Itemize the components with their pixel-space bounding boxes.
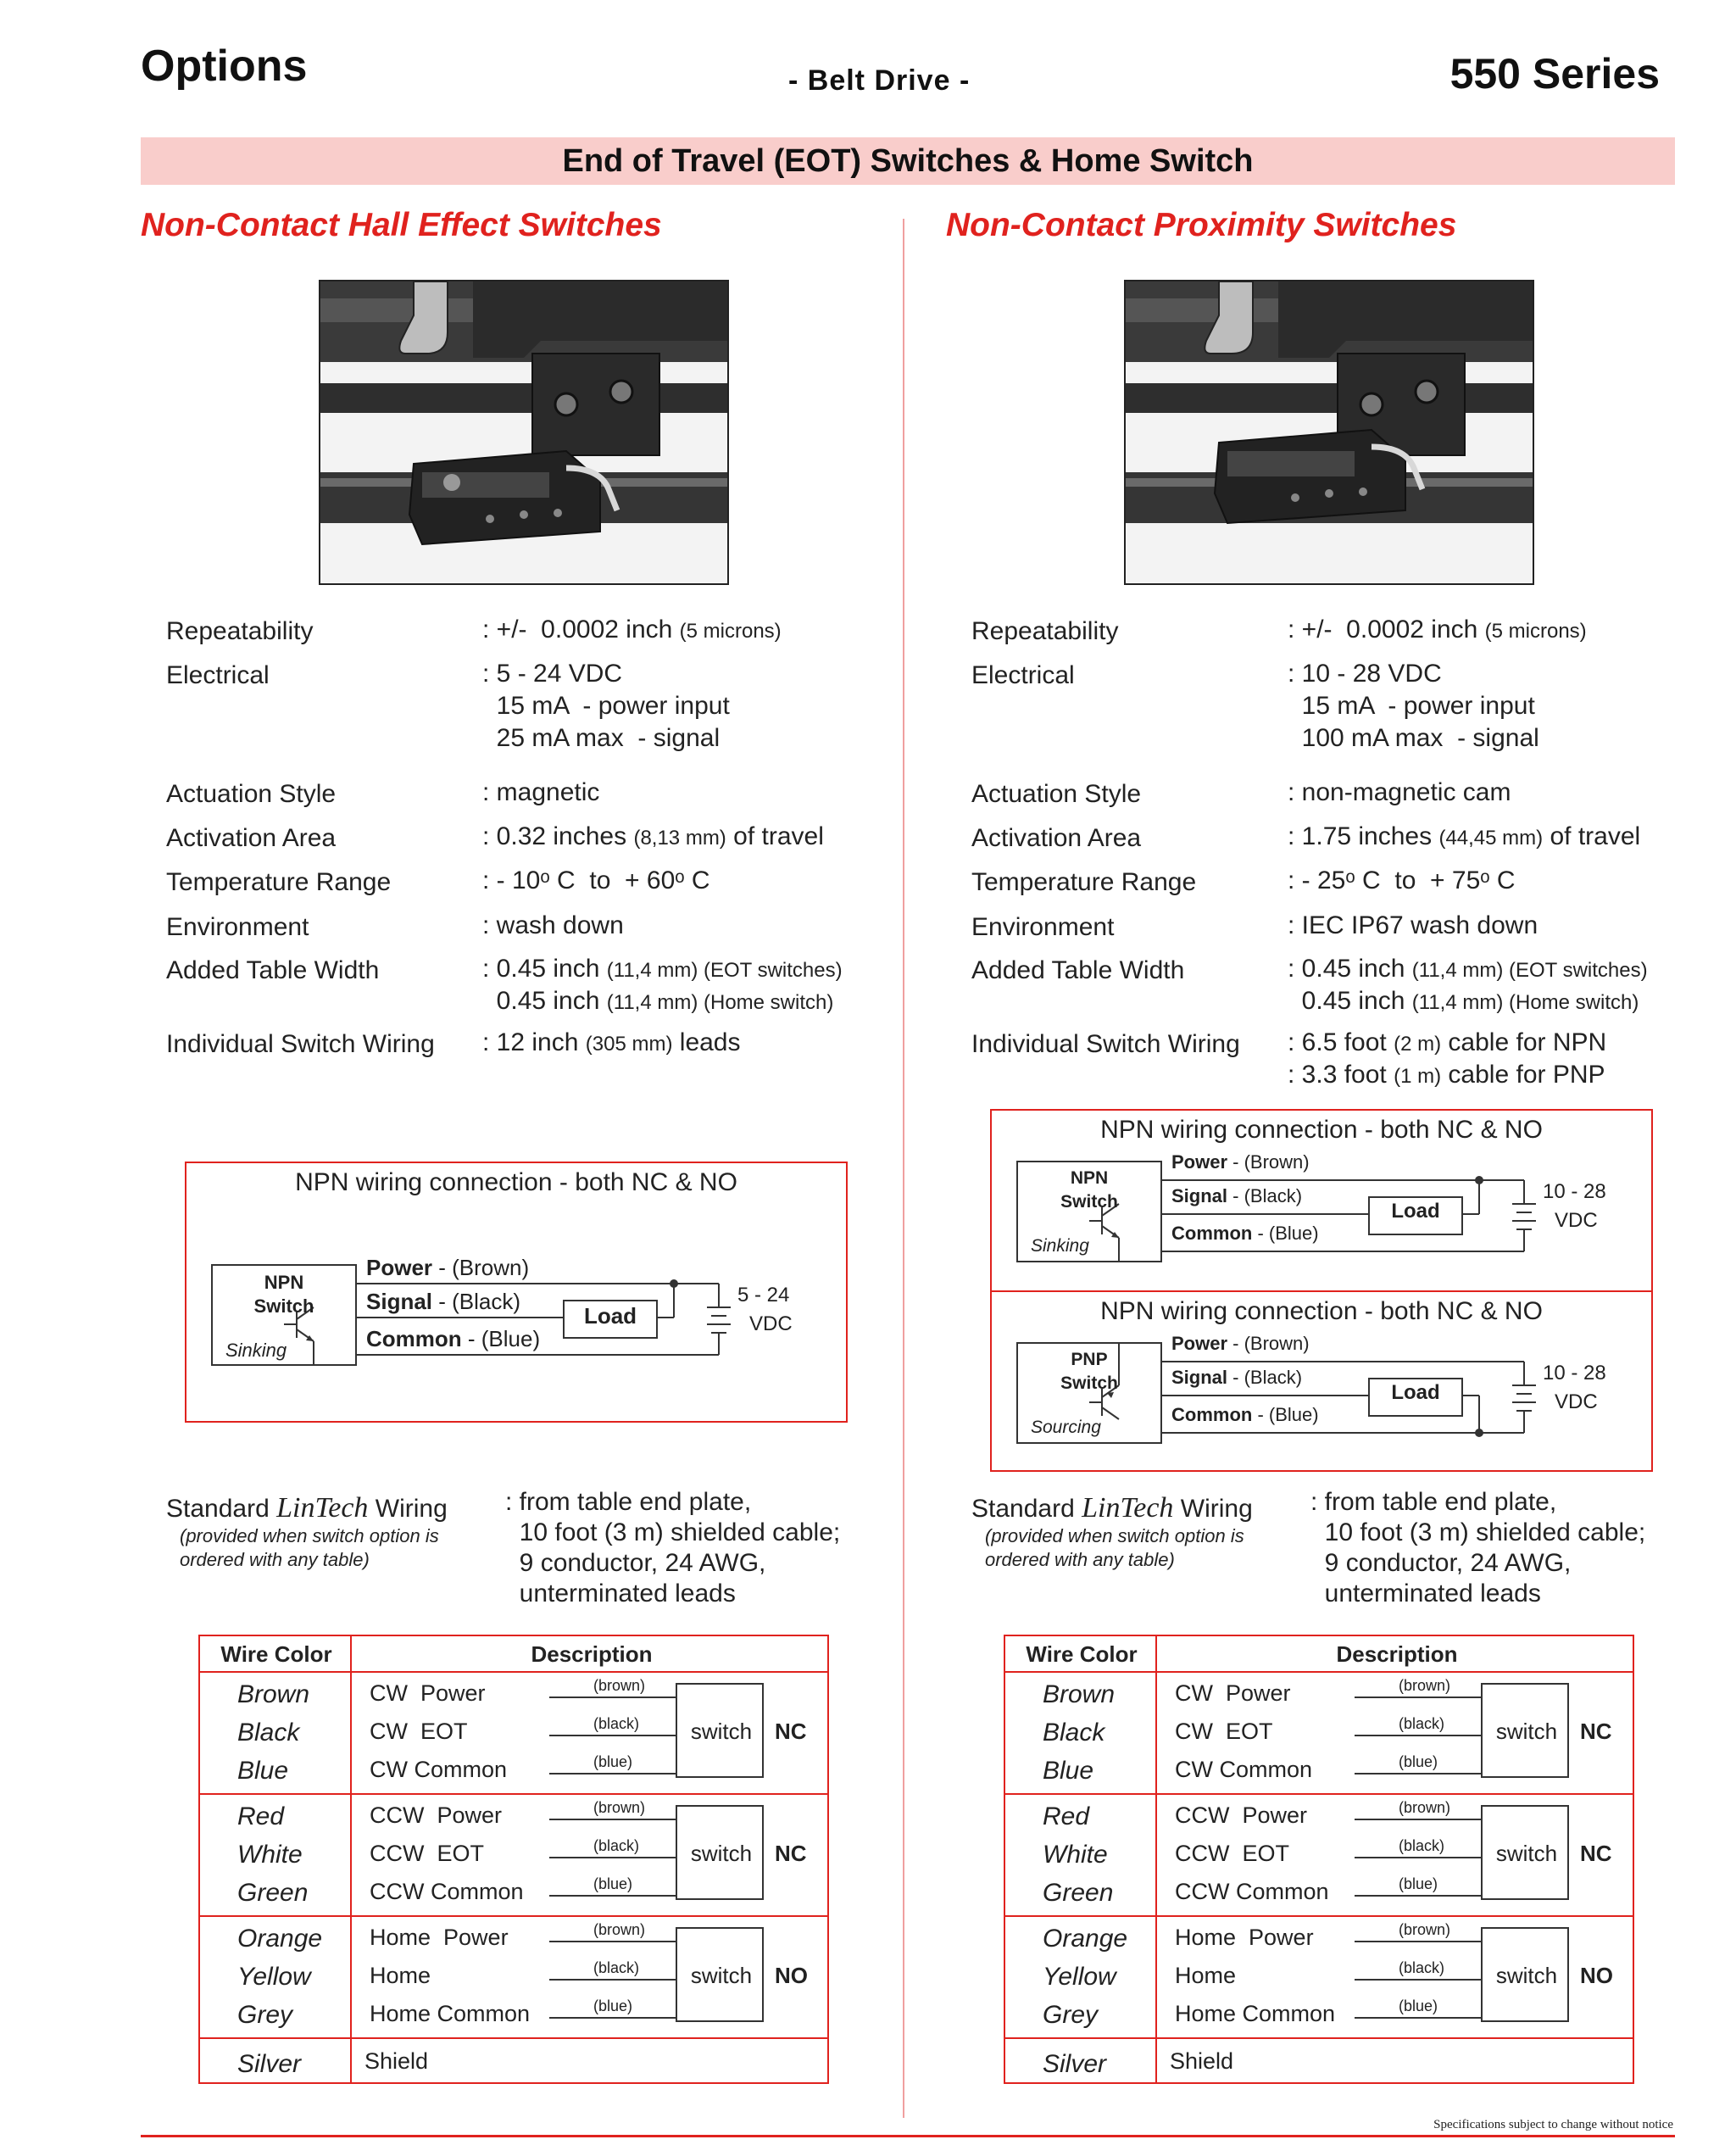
switch-state: NC: [1580, 1841, 1612, 1866]
wire-description: CW Power: [1175, 1680, 1291, 1706]
spec-value-metric: (305 mm): [585, 1033, 673, 1056]
spec-label: Environment: [971, 913, 1115, 941]
load-label: Load: [1391, 1381, 1440, 1404]
switch-label: switch: [690, 1841, 753, 1866]
standard-wiring-value: 9 conductor, 24 AWG,: [505, 1549, 766, 1577]
wire-description: Home Common: [370, 2001, 531, 2026]
signal-wire-label-name: Signal: [1171, 1367, 1228, 1388]
wire-color-name: Black: [1043, 1719, 1105, 1747]
spec-label: Electrical: [166, 661, 270, 689]
wiring-title: NPN wiring connection - both NC & NO: [1100, 1297, 1543, 1325]
wiring-diagram: [992, 1111, 1651, 1290]
voltage-range: 10 - 28: [1543, 1180, 1606, 1203]
standard-wiring-title: [166, 1492, 448, 1524]
section-banner: End of Travel (EOT) Switches & Home Switch: [141, 137, 1675, 185]
wire-tag: (blue): [1399, 1997, 1438, 2014]
spec-value: [482, 777, 599, 811]
column-title: Non-Contact Proximity Switches: [946, 207, 1457, 243]
wire-color-name: White: [1043, 1841, 1108, 1869]
voltage-unit: VDC: [1555, 1390, 1598, 1413]
wire-description: CCW Power: [1175, 1802, 1308, 1828]
spec-value: [482, 658, 622, 692]
spec-value-metric: (2 m): [1394, 1033, 1442, 1056]
spec-value-main: : 1.75 inches: [1288, 822, 1439, 850]
switch-state: NC: [775, 1841, 807, 1866]
wire-color-name: Yellow: [1043, 1963, 1116, 1991]
spec-label: Environment: [166, 913, 309, 941]
table-header-wire-color: Wire Color: [220, 1641, 332, 1667]
spec-label: Added Table Width: [166, 956, 380, 984]
spec-label: Repeatability: [971, 617, 1119, 645]
wire-description: Home Common: [1175, 2001, 1336, 2026]
spec-value-metric: (8,13 mm): [633, 827, 726, 850]
spec-value: [1288, 658, 1442, 692]
common-wire-label-color: - (Blue): [1252, 1404, 1319, 1425]
switch-state: NC: [775, 1719, 807, 1744]
wire-color-table: [198, 1635, 829, 2084]
common-wire-label: [1171, 1404, 1319, 1426]
spec-value-metric: (11,4 mm) (EOT switches): [1411, 959, 1648, 982]
wire-description: CW Power: [370, 1680, 486, 1706]
spec-value: [482, 722, 720, 756]
spec-value: [1288, 821, 1640, 855]
spec-label: Temperature Range: [166, 868, 392, 896]
spec-value-main: : 10 - 28 VDC: [1288, 660, 1442, 688]
wire-color-name: Brown: [1043, 1680, 1116, 1708]
standard-wiring-value: 10 foot (3 m) shielded cable;: [505, 1518, 841, 1546]
spec-value: [482, 690, 730, 724]
wire-color-name: Brown: [237, 1680, 310, 1708]
wire-description: CCW Common: [1175, 1879, 1329, 1904]
switch-state: NC: [1580, 1719, 1612, 1744]
signal-wire-label: [1171, 1367, 1302, 1389]
spec-value-main: : wash down: [482, 911, 624, 939]
common-wire-label: [1171, 1223, 1319, 1245]
wire-color-name: Black: [237, 1719, 300, 1747]
spec-value-main: : IEC IP67 wash down: [1288, 911, 1538, 939]
wire-tag: (brown): [1399, 1799, 1451, 1816]
wiring-box: [185, 1162, 848, 1423]
spec-value-main: : 3.3 foot: [1288, 1061, 1394, 1089]
spec-label: Activation Area: [971, 824, 1142, 852]
spec-value-main: : - 25ᵒ C to + 75ᵒ C: [1288, 866, 1516, 894]
wiring-diagram: [186, 1163, 846, 1421]
spec-label: Individual Switch Wiring: [166, 1030, 435, 1058]
spec-value-main: 100 mA max - signal: [1288, 724, 1539, 752]
wire-tag: (black): [1399, 1959, 1445, 1976]
wire-description: CW EOT: [1175, 1719, 1273, 1744]
wire-tag: (brown): [1399, 1921, 1451, 1938]
spec-value: [1288, 985, 1639, 1019]
common-wire-label-color: - (Blue): [461, 1326, 541, 1351]
signal-wire-label-color: - (Black): [432, 1289, 521, 1314]
footer-rule: [141, 2135, 1675, 2137]
switch-mode-label: Sourcing: [1031, 1418, 1101, 1437]
wire-tag: (blue): [593, 1753, 633, 1770]
spec-value-suffix: leads: [672, 1028, 741, 1056]
wire-color-name: Orange: [1043, 1925, 1128, 1953]
spec-value-metric: (5 microns): [679, 620, 782, 643]
wire-tag: (blue): [593, 1875, 633, 1892]
standard-note: (provided when switch option is: [180, 1525, 439, 1546]
wire-description: Home Power: [1175, 1925, 1314, 1950]
spec-value-suffix: cable for PNP: [1441, 1061, 1605, 1089]
spec-value-main: : +/- 0.0002 inch: [482, 616, 680, 644]
wire-tag: (blue): [1399, 1753, 1438, 1770]
power-wire-label-color: - (Brown): [1227, 1151, 1310, 1173]
power-wire-label-name: Power: [1171, 1151, 1228, 1173]
spec-value: [482, 614, 782, 648]
spec-value: [482, 985, 833, 1019]
standard-text: Standard: [971, 1495, 1082, 1523]
switch-type-label: NPN: [264, 1272, 304, 1293]
spec-value-main: 0.45 inch: [1288, 987, 1412, 1015]
signal-wire-label-name: Signal: [1171, 1185, 1228, 1206]
spec-label: Actuation Style: [971, 780, 1142, 808]
spec-value-main: 25 mA max - signal: [482, 724, 721, 752]
spec-value-main: : 6.5 foot: [1288, 1028, 1394, 1056]
spec-value-main: 15 mA - power input: [482, 692, 730, 720]
switch-state: NO: [775, 1963, 808, 1988]
voltage-unit: VDC: [749, 1312, 793, 1335]
standard-wiring-title: [971, 1492, 1253, 1524]
spec-value-main: 15 mA - power input: [1288, 692, 1535, 720]
wire-tag: (black): [593, 1715, 640, 1732]
spec-value-metric: (11,4 mm) (EOT switches): [606, 959, 843, 982]
spec-value: [1288, 953, 1648, 987]
spec-value-main: 0.45 inch: [482, 987, 607, 1015]
spec-value-main: : - 10ᵒ C to + 60ᵒ C: [482, 866, 710, 894]
proximity-column: [946, 0, 1692, 2145]
spec-value: [1288, 1027, 1606, 1061]
page-subtitle: - Belt Drive -: [788, 64, 971, 97]
wire-color-name: Yellow: [237, 1963, 311, 1991]
voltage-unit: VDC: [1555, 1209, 1598, 1232]
wire-tag: (brown): [593, 1677, 646, 1694]
wire-tag: (brown): [593, 1799, 646, 1816]
spec-label: Repeatability: [166, 617, 314, 645]
spec-value: [482, 953, 843, 987]
spec-value: [1288, 690, 1535, 724]
standard-wiring-value: unterminated leads: [505, 1580, 736, 1607]
wire-description: CCW Common: [370, 1879, 524, 1904]
spec-value-metric: (5 microns): [1484, 620, 1587, 643]
spec-value-main: : 5 - 24 VDC: [482, 660, 623, 688]
spec-value: [1288, 614, 1587, 648]
power-wire-label-name: Power: [1171, 1333, 1228, 1354]
footer-note: Specifications subject to change without notice: [1433, 2118, 1673, 2131]
wire-description: Home: [370, 1963, 431, 1988]
wire-color-name: Red: [1043, 1802, 1090, 1830]
wire-color-name: Green: [1043, 1879, 1114, 1907]
wire-tag: (brown): [593, 1921, 646, 1938]
wire-tag: (blue): [1399, 1875, 1438, 1892]
wire-color-table: [1004, 1635, 1634, 2084]
switch-mode-label: Sinking: [1031, 1236, 1089, 1256]
switch-label: switch: [1495, 1719, 1558, 1744]
wiring-text: Wiring: [1173, 1495, 1253, 1523]
spec-value: [482, 910, 624, 944]
wiring-box: [990, 1109, 1653, 1472]
switch-label: switch: [690, 1719, 753, 1744]
wire-description: Home: [1175, 1963, 1237, 1988]
switch-label: Switch: [253, 1295, 314, 1317]
spec-value-main: : 12 inch: [482, 1028, 586, 1056]
wiring-title: NPN wiring connection - both NC & NO: [1100, 1116, 1543, 1144]
switch-photo: [319, 280, 729, 585]
wiring-title: NPN wiring connection - both NC & NO: [295, 1168, 737, 1196]
power-wire-label-color: - (Brown): [432, 1255, 530, 1280]
voltage-range: 5 - 24: [737, 1284, 790, 1306]
load-label: Load: [1391, 1200, 1440, 1223]
wire-color-name: Blue: [237, 1757, 289, 1785]
standard-note: ordered with any table): [180, 1549, 370, 1570]
common-wire-label-name: Common: [1171, 1404, 1253, 1425]
spec-value: [1288, 865, 1516, 899]
signal-wire-label: [1171, 1185, 1302, 1207]
wire-description: CCW EOT: [1175, 1841, 1289, 1866]
load-label: Load: [583, 1303, 637, 1329]
spec-value-metric: (11,4 mm) (Home switch): [1411, 991, 1639, 1014]
standard-wiring-value: unterminated leads: [1310, 1580, 1541, 1607]
spec-value: [1288, 910, 1538, 944]
wire-tag: (black): [1399, 1715, 1445, 1732]
switch-label: Switch: [1060, 1373, 1118, 1393]
wire-description: CCW EOT: [370, 1841, 484, 1866]
common-wire-label-name: Common: [366, 1326, 462, 1351]
spec-value-suffix: of travel: [1543, 822, 1641, 850]
switch-label: switch: [1495, 1963, 1558, 1988]
wire-description: CW Common: [1175, 1757, 1313, 1782]
signal-wire-label-name: Signal: [366, 1289, 433, 1314]
power-wire-label-name: Power: [366, 1255, 433, 1280]
wire-color-name: Green: [237, 1879, 309, 1907]
wire-description: CCW Power: [370, 1802, 503, 1828]
spec-label: Added Table Width: [971, 956, 1185, 984]
wire-color-name: White: [237, 1841, 303, 1869]
common-wire-label: [366, 1326, 540, 1352]
spec-value-main: : 0.32 inches: [482, 822, 634, 850]
wire-description: Home Power: [370, 1925, 509, 1950]
standard-wiring-value: : from table end plate,: [505, 1488, 752, 1516]
wiring-text: Wiring: [368, 1495, 448, 1523]
hall-effect-column: [141, 0, 887, 2145]
spec-value: [482, 821, 824, 855]
wire-color-name: Silver: [1043, 2050, 1107, 2078]
page-section-title: Options: [141, 42, 308, 91]
switch-type-label: PNP: [1071, 1350, 1108, 1369]
wire-tag: (brown): [1399, 1677, 1451, 1694]
signal-wire-label-color: - (Black): [1227, 1185, 1303, 1206]
standard-note: (provided when switch option is: [985, 1525, 1244, 1546]
switch-state: NO: [1580, 1963, 1613, 1988]
switch-label: switch: [1495, 1841, 1558, 1866]
wire-tag: (black): [1399, 1837, 1445, 1854]
spec-value: [1288, 1059, 1605, 1093]
switch-mode-label: Sinking: [225, 1340, 287, 1361]
power-wire-label: [1171, 1151, 1310, 1173]
spec-value: [1288, 777, 1511, 811]
signal-wire-label: [366, 1289, 520, 1315]
series-label: 550 Series: [1449, 50, 1660, 98]
standard-wiring-value: 10 foot (3 m) shielded cable;: [1310, 1518, 1646, 1546]
switch-label: switch: [690, 1963, 753, 1988]
spec-value-metric: (44,45 mm): [1438, 827, 1544, 850]
spec-value-suffix: cable for NPN: [1441, 1028, 1607, 1056]
power-wire-label-color: - (Brown): [1227, 1333, 1310, 1354]
wire-description: CW EOT: [370, 1719, 468, 1744]
common-wire-label-name: Common: [1171, 1223, 1253, 1244]
wire-color-name: Blue: [1043, 1757, 1094, 1785]
lintech-brand: LinTech: [1082, 1492, 1174, 1524]
wire-tag: (blue): [593, 1997, 633, 2014]
spec-label: Activation Area: [166, 824, 337, 852]
spec-value-main: : non-magnetic cam: [1288, 778, 1511, 806]
table-header-description: Description: [1336, 1641, 1458, 1667]
wire-description: Shield: [364, 2048, 429, 2074]
spec-value-main: : magnetic: [482, 778, 600, 806]
wiring-diagram: [992, 1292, 1651, 1472]
common-wire-label-color: - (Blue): [1252, 1223, 1319, 1244]
switch-type-label: NPN: [1070, 1168, 1109, 1188]
switch-label: Switch: [1060, 1192, 1118, 1212]
table-header-description: Description: [531, 1641, 653, 1667]
spec-label: Actuation Style: [166, 780, 337, 808]
spec-value: [1288, 722, 1539, 756]
standard-note: ordered with any table): [985, 1549, 1175, 1570]
standard-text: Standard: [166, 1495, 277, 1523]
standard-wiring-value: : from table end plate,: [1310, 1488, 1557, 1516]
switch-photo: [1124, 280, 1534, 585]
column-divider: [903, 219, 904, 2118]
spec-value-main: : +/- 0.0002 inch: [1288, 616, 1485, 644]
spec-value-suffix: of travel: [726, 822, 824, 850]
wire-tag: (black): [593, 1959, 640, 1976]
power-wire-label: [1171, 1333, 1310, 1355]
spec-value-metric: (1 m): [1394, 1065, 1442, 1088]
wire-color-name: Grey: [237, 2001, 293, 2029]
voltage-range: 10 - 28: [1543, 1362, 1606, 1384]
spec-label: Individual Switch Wiring: [971, 1030, 1240, 1058]
lintech-brand: LinTech: [276, 1492, 369, 1524]
wire-description: Shield: [1170, 2048, 1234, 2074]
table-header-wire-color: Wire Color: [1026, 1641, 1138, 1667]
spec-value-main: : 0.45 inch: [482, 955, 607, 983]
spec-label: Temperature Range: [971, 868, 1197, 896]
standard-wiring-value: 9 conductor, 24 AWG,: [1310, 1549, 1572, 1577]
wire-description: CW Common: [370, 1757, 508, 1782]
spec-value-main: : 0.45 inch: [1288, 955, 1412, 983]
spec-label: Electrical: [971, 661, 1075, 689]
spec-value-metric: (11,4 mm) (Home switch): [606, 991, 834, 1014]
signal-wire-label-color: - (Black): [1227, 1367, 1303, 1388]
wire-tag: (black): [593, 1837, 640, 1854]
wire-color-name: Orange: [237, 1925, 323, 1953]
wire-color-name: Red: [237, 1802, 285, 1830]
column-title: Non-Contact Hall Effect Switches: [141, 207, 662, 243]
spec-value: [482, 865, 710, 899]
spec-value: [482, 1027, 741, 1061]
power-wire-label: [366, 1255, 529, 1281]
wire-color-name: Silver: [237, 2050, 302, 2078]
wire-color-name: Grey: [1043, 2001, 1099, 2029]
